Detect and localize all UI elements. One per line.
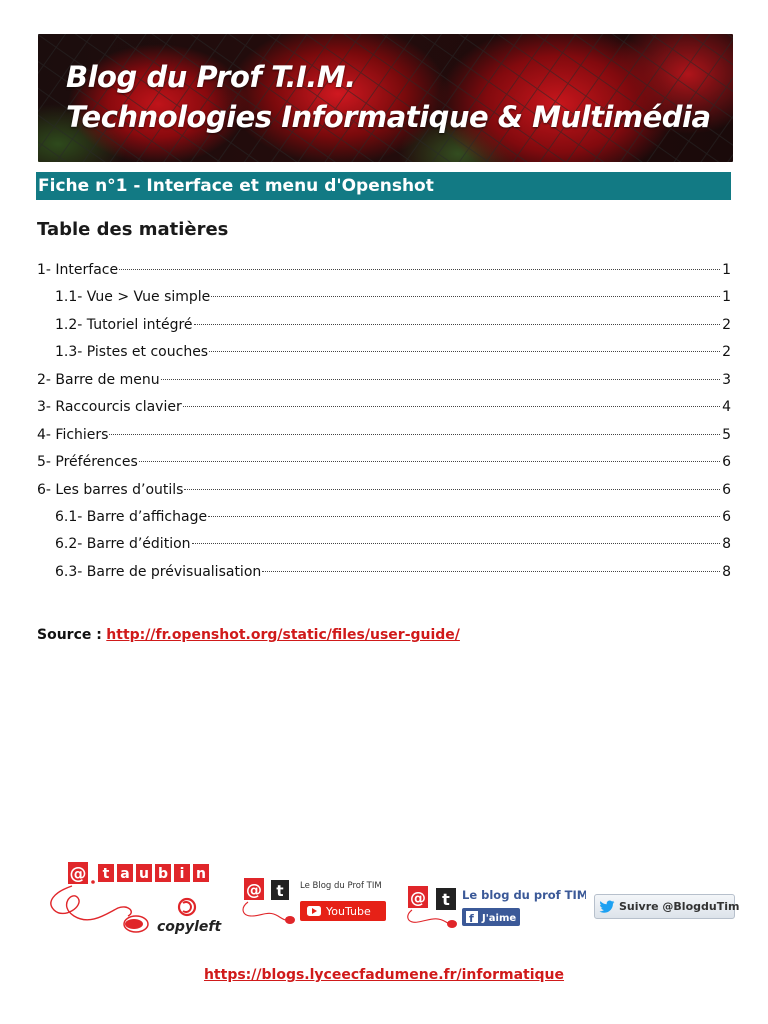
- toc-entry-page: 1: [722, 262, 731, 278]
- footer-link[interactable]: https://blogs.lyceecfadumene.fr/informatique: [203, 967, 565, 983]
- toc-entry-page: 2: [722, 317, 731, 333]
- twitter-follow-label: Suivre @BlogduTim: [619, 900, 740, 913]
- leader-dots: [262, 571, 720, 572]
- leader-dots: [183, 406, 720, 407]
- toc-entry-page: 3: [722, 372, 731, 388]
- toc-entry[interactable]: [37, 427, 731, 449]
- toc-entry-label: 6.2- Barre d’édition: [55, 536, 191, 552]
- toc-entry[interactable]: [55, 536, 731, 558]
- toc-entry-label: 6.3- Barre de prévisualisation: [55, 564, 262, 580]
- logo-letter: i: [179, 866, 185, 882]
- source-link[interactable]: http://fr.openshot.org/static/files/user-guide/: [106, 627, 460, 643]
- mouse-icon: [285, 916, 295, 924]
- logo-letter: u: [139, 866, 149, 882]
- fiche-title: Fiche n°1 - Interface et menu d'Openshot: [36, 172, 731, 200]
- toc-entry[interactable]: [37, 482, 731, 504]
- facebook-button-label: J'aime: [482, 913, 517, 924]
- mesh-pattern: [38, 34, 733, 162]
- toc-entry[interactable]: [55, 317, 731, 339]
- toc-entry-page: 6: [722, 454, 731, 470]
- toc-entry-page: 8: [722, 536, 731, 552]
- footer: [0, 967, 768, 983]
- toc-entry[interactable]: [55, 509, 731, 531]
- toc-entry-label: 1.1- Vue > Vue simple: [55, 289, 211, 305]
- source-line: [37, 627, 460, 643]
- toc-entry-label: 2- Barre de menu: [37, 372, 160, 388]
- source-label: Source :: [37, 627, 102, 643]
- twitter-follow-button[interactable]: [594, 894, 740, 919]
- banner-title-line2: Technologies Informatique & Multimédia: [66, 100, 711, 134]
- toc-entry-page: 2: [722, 344, 731, 360]
- toc-entry-label: 1.3- Pistes et couches: [55, 344, 209, 360]
- toc-entry-label: 1- Interface: [37, 262, 119, 278]
- toc-entry-page: 6: [722, 509, 731, 525]
- svg-text:f: f: [469, 912, 474, 925]
- toc-entry[interactable]: [55, 289, 731, 311]
- badge-title: Le Blog du Prof TIM: [300, 881, 382, 891]
- leader-dots: [184, 489, 720, 490]
- toc-entry[interactable]: [37, 399, 731, 421]
- leader-dots: [208, 516, 720, 517]
- leader-dots: [211, 296, 720, 297]
- toc-entry-page: 6: [722, 482, 731, 498]
- logo-letter: a: [120, 866, 130, 882]
- at-sign: @: [246, 880, 262, 899]
- leader-dots: [192, 543, 721, 544]
- toc-entry-label: 6.1- Barre d’affichage: [55, 509, 208, 525]
- at-sign: @: [69, 864, 87, 884]
- twitter-bird-icon: [599, 900, 615, 914]
- banner-title-line1: Blog du Prof T.I.M.: [66, 60, 356, 94]
- toc-entry-label: 5- Préférences: [37, 454, 138, 470]
- at-sign: @: [410, 888, 426, 907]
- toc-entry[interactable]: [55, 344, 731, 366]
- logo-letter: n: [196, 866, 206, 882]
- toc-entry-page: 8: [722, 564, 731, 580]
- leader-dots: [139, 461, 720, 462]
- toc-entry[interactable]: [37, 262, 731, 284]
- mouse-icon: [447, 920, 457, 928]
- toc-entry[interactable]: [37, 372, 731, 394]
- leader-dots: [119, 269, 720, 270]
- badge-title: Le blog du prof TIM: [462, 888, 586, 902]
- header-banner: [38, 34, 733, 162]
- toc-entry[interactable]: [37, 454, 731, 476]
- toc-entry-page: 5: [722, 427, 731, 443]
- taubin-logo[interactable]: [44, 858, 224, 940]
- copyleft-label: copyleft: [157, 919, 222, 935]
- youtube-badge[interactable]: [238, 872, 388, 928]
- toc-heading: Table des matières: [37, 219, 229, 240]
- mouse-cable: [51, 886, 131, 920]
- logo-letter: b: [157, 866, 169, 882]
- facebook-badge[interactable]: [404, 880, 586, 932]
- leader-dots: [109, 434, 720, 435]
- toc-entry-page: 4: [722, 399, 731, 415]
- leader-dots: [194, 324, 721, 325]
- mouse-cable: [243, 902, 290, 920]
- logo-letter: t: [442, 890, 450, 909]
- toc-entry[interactable]: [55, 564, 731, 586]
- toc-entry-label: 4- Fichiers: [37, 427, 109, 443]
- toc-entry-label: 6- Les barres d’outils: [37, 482, 184, 498]
- toc-entry-label: 1.2- Tutoriel intégré: [55, 317, 193, 333]
- toc-entry-label: 3- Raccourcis clavier: [37, 399, 182, 415]
- leader-dots: [209, 351, 720, 352]
- toc-entry-page: 1: [722, 289, 731, 305]
- logo-letter: t: [276, 882, 284, 900]
- leader-dots: [161, 379, 721, 380]
- logo-letter: t: [102, 866, 110, 882]
- youtube-button-label: YouTube: [326, 905, 371, 918]
